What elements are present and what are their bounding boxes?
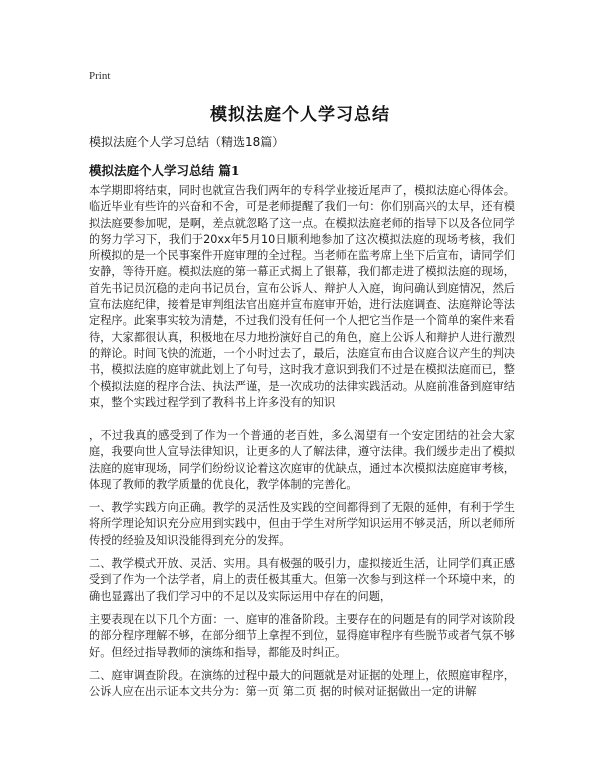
paragraph: 本学期即将结束，同时也就宣告我们两年的专科学业接近尾声了，模拟法庭心得体会。临近毕业有些许的兴奋和不舍，可是老师提醒了我们一句：你们别高兴的太早，还有模拟法庭要参加呢，是啊，差点就忽略了这一点。在模拟法庭老师的指导下以及各位同学的努力学习下，我们于20xx年5月10日顺利地参加了这次模拟法庭的现场考核，我们所模拟的是一个民事案件开庭审理的全过程。当老师在监考席上坐下后宣布，请同学们安静，等待开庭。模拟法庭的第一幕正式揭上了银幕，我们都走进了模拟法庭的现场，首先书记员沉稳的走向书记员台，宣布公诉人、辩护人入庭，询问确认到庭情况，然后宣布法庭纪律，接着是审判组法官出庭并宣布庭审开始，进行法庭调查、法庭辩论等法定程序。此案事实较为清楚，不过我们没有任何一个人把它当作是一个简单的案件来看待，大家都很认真，积极地在尽力地扮演好自己的角色，庭上公诉人和辩护人进行激烈的辩论。时间飞快的流逝，一个小时过去了，最后，法庭宣布由合议庭合议产生的判决书，模拟法庭的庭审就此划上了句号，这时我才意识到我们不过是在模拟法庭而已，整个模拟法庭的程序合法、执法严谨，是一次成功的法律实践活动。从庭前准备到庭审结束，整个实践过程学到了教科书上许多没有的知识 — [89, 184, 515, 409]
paragraph: 二、庭审调查阶段。在演练的过程中最大的问题就是对证据的处理上，依照庭审程序，公诉人应在出示证本文共分为：第一页 第二页 据的时候对证据做出一定的讲解 — [89, 669, 515, 699]
paragraph: ，不过我真的感受到了作为一个普通的老百姓，多么渴望有一个安定团结的社会大家庭，我要向世人宣导法律知识，让更多的人了解法律，遵守法律。我们缓步走出了模拟法庭的庭审现场，同学们纷纷议论着这次庭审的优缺点，通过本次模拟法庭庭审考核，体现了教师的教学质量的优良化，教学体制的完善化。 — [89, 429, 515, 491]
paragraph: 主要表现在以下几个方面：一、庭审的准备阶段。主要存在的问题是有的同学对该阶段的部分程序理解不够，在部分细节上拿捏不到位，显得庭审程序有些脱节或者气氛不够好。但经过指导教师的演练和指导，都能及时纠正。 — [89, 613, 515, 659]
document-subtitle: 模拟法庭个人学习总结（精选18篇） — [89, 135, 285, 149]
section-heading: 模拟法庭个人学习总结 篇1 — [89, 163, 240, 178]
paragraph: 二、教学模式开放、灵活、实用。具有极强的吸引力，虚拟接近生活，让同学们真正感受到了作为一个法学者，肩上的责任极其重大。但第一次参与到这样一个环境中来，的确也显露出了我们学习中的不足以及实际运用中存在的问题， — [89, 557, 515, 603]
print-link[interactable]: Print — [89, 70, 111, 82]
paragraph: 一、教学实践方向正确。教学的灵活性及实践的空间都得到了无限的延伸，有利于学生将所学理论知识充分应用到实践中，但由于学生对所学知识运用不够灵活，所以老师所传授的经验及知识没能得到充分的发挥。 — [89, 501, 515, 547]
page-title: 模拟法庭个人学习总结 — [210, 105, 390, 125]
